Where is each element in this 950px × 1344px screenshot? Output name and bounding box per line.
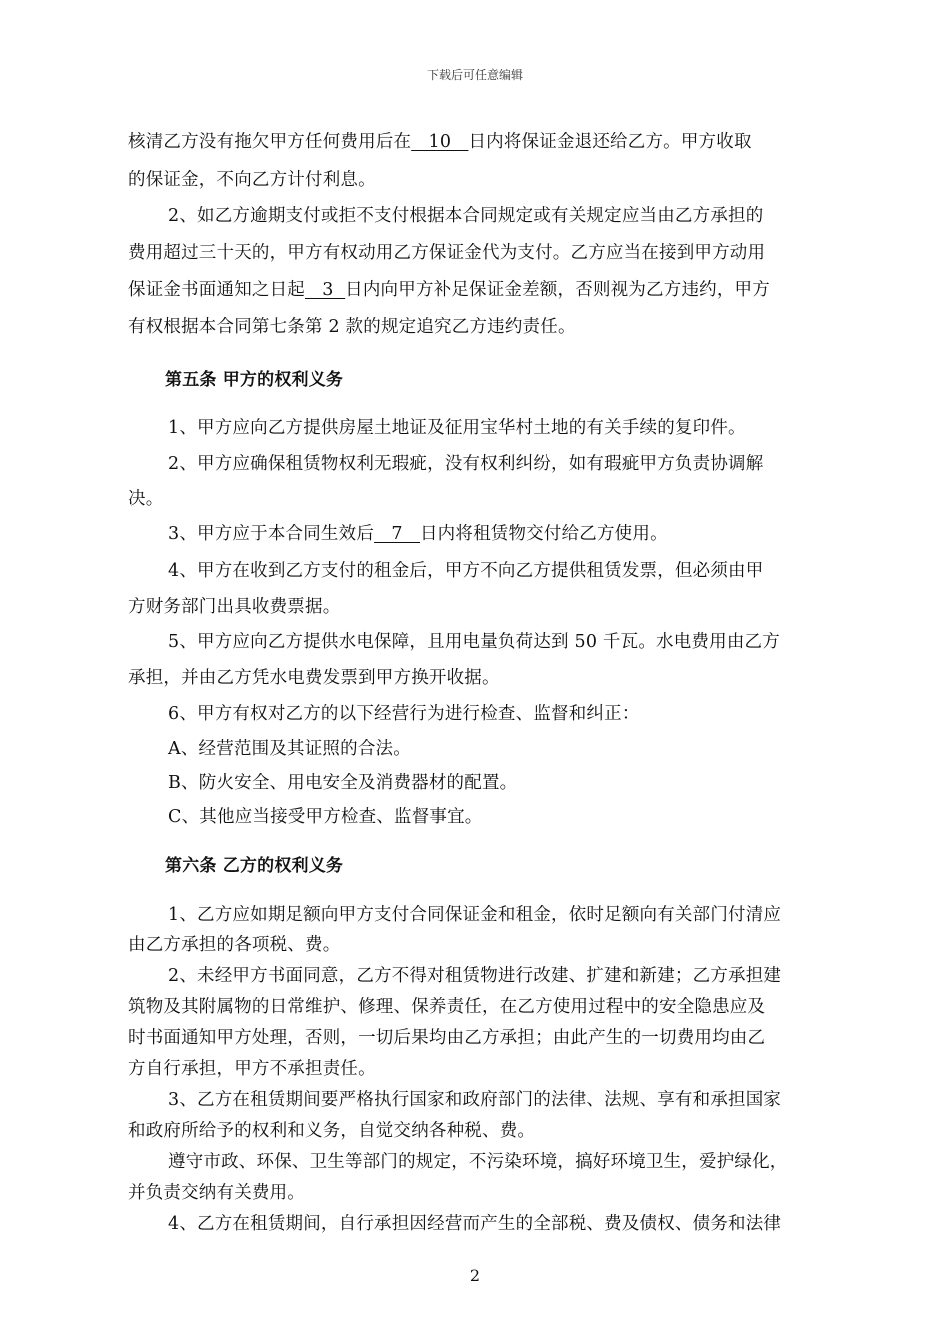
line-text: 日内将租赁物交付给乙方使用。 <box>419 524 668 544</box>
paragraph-line: 6、甲方有权对乙方的以下经营行为进行检查、监督和纠正： <box>168 704 640 724</box>
paragraph-line: 的保证金，不向乙方计付利息。 <box>128 170 376 190</box>
paragraph-line <box>168 524 668 544</box>
paragraph-line: 2、未经甲方书面同意，乙方不得对租赁物进行改建、扩建和新建；乙方承担建 <box>168 966 782 986</box>
paragraph-line <box>128 132 752 152</box>
paragraph-line: 4、甲方在收到乙方支付的租金后，甲方不向乙方提供租赁发票，但必须由甲 <box>168 561 764 581</box>
paragraph-line: 筑物及其附属物的日常维护、修理、保养责任，在乙方使用过程中的安全隐患应及 <box>128 997 766 1017</box>
paragraph-line: 并负责交纳有关费用。 <box>128 1183 305 1203</box>
line-text: 核清乙方没有拖欠甲方任何费用后在 <box>128 132 412 152</box>
paragraph-line: 费用超过三十天的，甲方有权动用乙方保证金代为支付。乙方应当在接到甲方动用 <box>128 243 766 263</box>
paragraph-line: 2、甲方应确保租赁物权利无瑕疵，没有权利纠纷，如有瑕疵甲方负责协调解 <box>168 454 764 474</box>
line-text: 日内向甲方补足保证金差额，否则视为乙方违约，甲方 <box>345 280 770 300</box>
section-heading-article-5: 第五条 甲方的权利义务 <box>165 370 344 390</box>
line-text: 3、甲方应于本合同生效后 <box>168 524 375 544</box>
section-heading-article-6: 第六条 乙方的权利义务 <box>165 856 344 876</box>
page-header-note: 下载后可任意编辑 <box>426 68 523 82</box>
paragraph-line: 4、乙方在租赁期间，自行承担因经营而产生的全部税、费及债权、债务和法律 <box>168 1214 782 1234</box>
line-text: 保证金书面通知之日起 <box>128 280 305 300</box>
paragraph-line: 决。 <box>128 489 164 509</box>
page-number: 2 <box>469 1266 481 1285</box>
paragraph-line: 时书面通知甲方处理，否则，一切后果均由乙方承担；由此产生的一切费用均由乙 <box>128 1028 766 1048</box>
paragraph-line: 1、乙方应如期足额向甲方支付合同保证金和租金，依时足额向有关部门付清应 <box>168 905 782 925</box>
paragraph-line: 3、乙方在租赁期间要严格执行国家和政府部门的法律、法规、享有和承担国家 <box>168 1090 782 1110</box>
list-item: A、经营范围及其证照的合法。 <box>168 739 411 759</box>
paragraph-line: 1、甲方应向乙方提供房屋土地证及征用宝华村土地的有关手续的复印件。 <box>168 418 746 438</box>
paragraph-line: 2、如乙方逾期支付或拒不支付根据本合同规定或有关规定应当由乙方承担的 <box>168 206 764 226</box>
paragraph-line: 方财务部门出具收费票据。 <box>128 597 341 617</box>
list-item: C、其他应当接受甲方检查、监督事宜。 <box>168 807 483 827</box>
paragraph-line: 由乙方承担的各项税、费。 <box>128 935 341 955</box>
paragraph-line: 有权根据本合同第七条第 2 款的规定追究乙方违约责任。 <box>128 317 576 337</box>
paragraph-line: 和政府所给予的权利和义务，自觉交纳各种税、费。 <box>128 1121 536 1141</box>
paragraph-line: 承担，并由乙方凭水电费发票到甲方换开收据。 <box>128 668 500 688</box>
list-item: B、防火安全、用电安全及消费器材的配置。 <box>168 773 518 793</box>
line-text: 日内将保证金退还给乙方。甲方收取 <box>468 132 752 152</box>
fill-blank: 3 <box>305 280 346 300</box>
fill-blank: 7 <box>374 524 420 544</box>
paragraph-line: 方自行承担，甲方不承担责任。 <box>128 1059 376 1079</box>
paragraph-line: 遵守市政、环保、卫生等部门的规定，不污染环境，搞好环境卫生，爱护绿化， <box>168 1152 788 1172</box>
fill-blank: 10 <box>411 132 469 152</box>
paragraph-line <box>128 280 770 300</box>
paragraph-line: 5、甲方应向乙方提供水电保障，且用电量负荷达到 50 千瓦。水电费用由乙方 <box>168 632 780 652</box>
